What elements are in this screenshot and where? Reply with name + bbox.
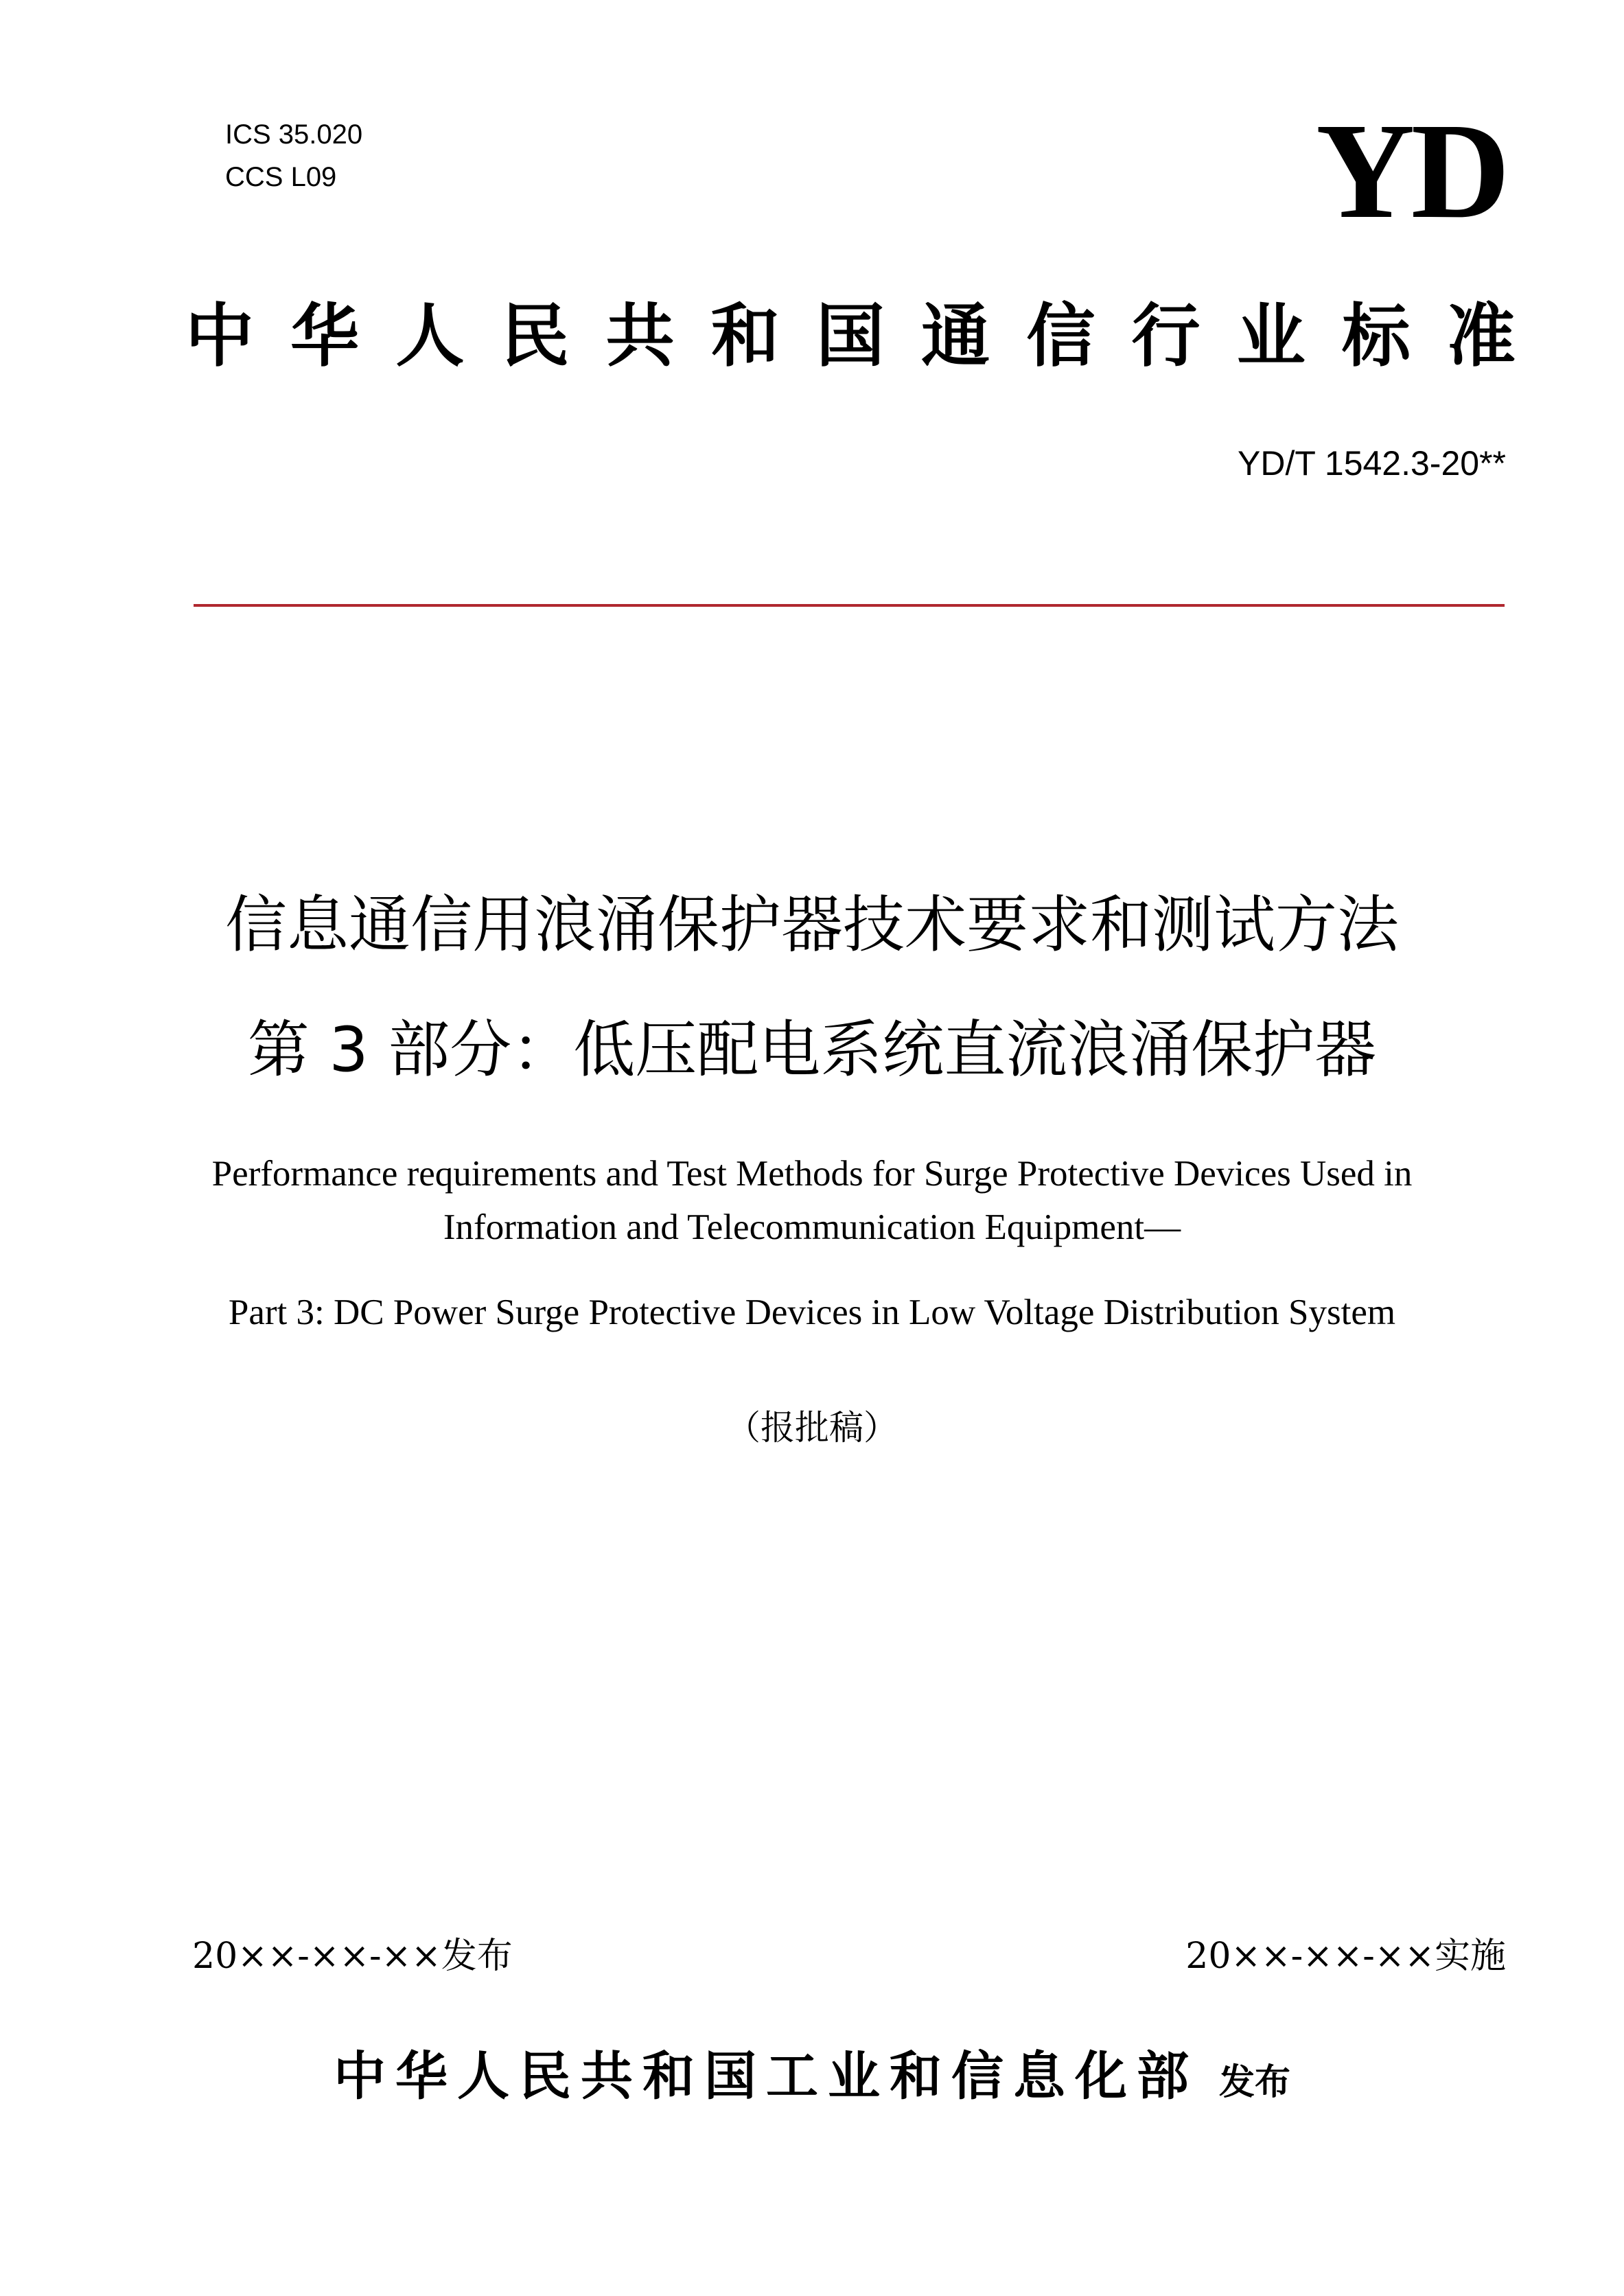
english-title-line-1: Performance requirements and Test Methods for Surge Protective Devices Used in [211,1154,1413,1194]
header-divider [194,604,1505,607]
chinese-title-line-2: 第 3 部分：低压配电系统直流浪涌保护器 [247,1014,1377,1086]
implement-date: 20××-××-××实施 [1185,1936,1506,1977]
ccs-code: CCS L09 [225,162,337,192]
industry-standard-title: 中华人民共和国通信行业标准 [185,296,1516,376]
issuer-name: 中华人民共和国工业和信息化部 [333,2045,1198,2107]
issuer [0,2042,1624,2117]
yd-logo: YD [1316,95,1506,247]
issuer-suffix: 发布 [1218,2062,1290,2103]
classification-codes [225,113,362,198]
standard-number: YD/T 1542.3-20** [1238,444,1506,483]
chinese-title-line-1: 信息通信用浪涌保护器技术要求和测试方法 [225,889,1399,961]
publish-date: 20××-××-××发布 [192,1936,513,1977]
english-title-line-2: Information and Telecommunication Equipment— [443,1207,1181,1247]
draft-status: （报批稿） [726,1408,898,1448]
ics-code: ICS 35.020 [225,119,363,150]
english-title-line-3: Part 3: DC Power Surge Protective Devices in Low Voltage Distribution System [228,1292,1396,1332]
